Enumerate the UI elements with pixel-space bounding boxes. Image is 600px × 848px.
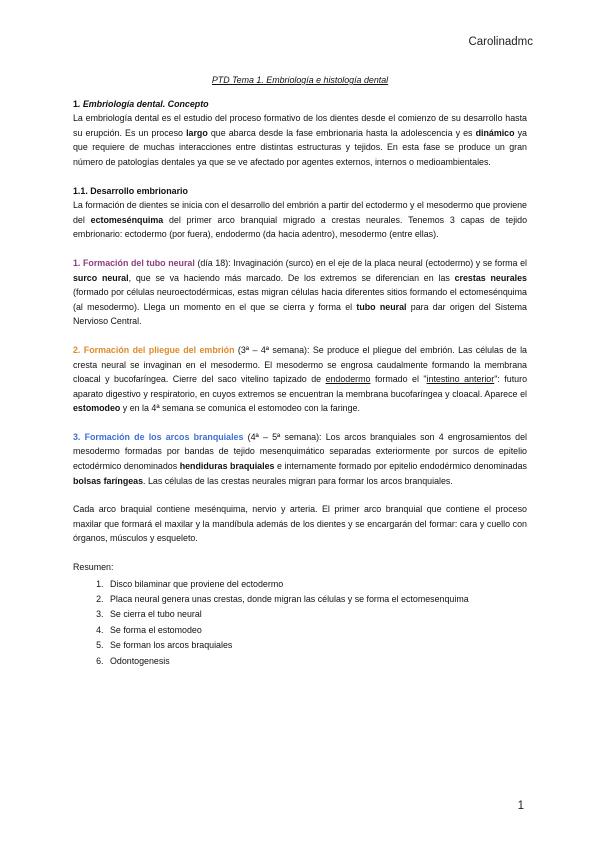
paragraph-step-3: 3. Formación de los arcos branquiales (4ª – 5ª semana): Los arcos branquiales son 4 engrosamientos del mesodermo formadas por bandas de tejido mesenquimático separadas exteriormente por surcos de epitelio ectodérmico denominados hendiduras braquiales e internamente formado por epitelio endodérmico denominadas bolsas faríngeas. Las células de las crestas neurales migran para formar los arcos branquiales. (73, 431, 527, 486)
underlined-term: intestino anterior (426, 374, 495, 385)
bold-term: crestas neurales (454, 272, 527, 283)
summary-item: 6. Odontogenesis (106, 654, 527, 669)
section-title: . Embriología dental. Concepto (77, 98, 209, 109)
section-number: 1 (73, 98, 78, 109)
step-heading-2: 2. Formación del pliegue del embrión (73, 344, 235, 355)
bold-term: estomodeo (73, 403, 121, 414)
paragraph-development: La formación de dientes se inicia con el desarrollo del embrión a partir del ectodermo y el mesodermo que proviene del ectomesénquima del primer arco branquial migrado a crestas neurales. Tenemos 3 capas de tejido embrionario: ectodermo (por fuera), endodermo (da hacia adentro), mesodermo (entre ellas). (73, 200, 528, 240)
bold-term: hendiduras braquiales (179, 461, 275, 472)
paragraph-concept: La embriología dental es el estudio del proceso formativo de los dientes desde el comienzo de su desarrollo hasta su erupción. Es un proceso largo que abarca desde la fase embrionaria hasta la adolescencia y es dinámico ya que requiere de muchas interacciones entre distintas estructuras y tejidos. En esta fase se produce un gran número de patologías dentales ya que se ve afectado por agentes externos, internos o medioambientales. (73, 113, 527, 167)
page-content (73, 73, 527, 669)
section-heading-1-1: 1.1. Desarrollo embrionario (73, 185, 188, 196)
paragraph-branchial-arch: Cada arco braquial contiene mesénquima, nervio y arteria. El primer arco branquial que contiene el proceso maxilar que formará el maxilar y la mandíbula además de los dientes y se encargarán del formar: cara y cuello con órganos, músculos y esqueleto. (73, 504, 527, 544)
step-heading-3: 3. Formación de los arcos branquiales (73, 431, 244, 442)
author-header: Carolinadmc (468, 36, 533, 48)
document-title: PTD Tema 1. Embriología e histología dental (211, 75, 389, 85)
summary-item: 4. Se forma el estomodeo (106, 623, 527, 638)
summary-item: 5. Se forman los arcos braquiales (106, 638, 527, 653)
summary-item: 2. Placa neural genera unas crestas, donde migran las células y se forma el ectomesenquima (106, 592, 527, 607)
bold-term: largo (186, 127, 208, 138)
bold-term: ectomesénquima (90, 214, 164, 225)
bold-term: bolsas faríngeas (73, 475, 144, 486)
bold-term: dinámico (475, 127, 515, 138)
page-number: 1 (517, 800, 524, 812)
summary-label: Resumen: (73, 562, 114, 573)
step-heading-1: 1. Formación del tubo neural (73, 257, 195, 268)
paragraph-step-2: 2. Formación del pliegue del embrión (3ª – 4ª semana): Se produce el pliegue del embrión. Las células de la cresta neural se invaginan en el mesodermo. El mesodermo se engrosa caudalmente formando la membrana cloacal y bucofaríngea. Cierre del saco vitelino tapizado de endodermo formado el "intestino anterior": futuro aparato digestivo y respiratorio, en cuyos extremos se encuentran la membrana bucofaríngea y cloacal. Aparece el estomodeo y en la 4ª semana se comunica el estomodeo con la faringe. (73, 344, 528, 414)
bold-term: tubo neural (356, 301, 407, 312)
summary-item: 3. Se cierra el tubo neural (106, 607, 527, 622)
summary-list (73, 577, 527, 669)
paragraph-step-1: 1. Formación del tubo neural (día 18): Invaginación (surco) en el eje de la placa neural (ectodermo) y se forma el surco neural, que se va haciendo más marcado. De los extremos se diferencian en las crestas neurales (formado por células neuroectodérmicas, estas migran células hacia diferentes sitios formando el ectomesénquima (al mesodermo). Llega un momento en el que se cierra y forma el tubo neural para dar origen del Sistema Nervioso Central. (73, 257, 527, 327)
bold-term: surco neural (73, 272, 129, 283)
underlined-term: endodermo (325, 374, 371, 385)
section-heading-1 (73, 97, 527, 112)
summary-item: 1. Disco bilaminar que proviene del ectodermo (106, 577, 527, 592)
